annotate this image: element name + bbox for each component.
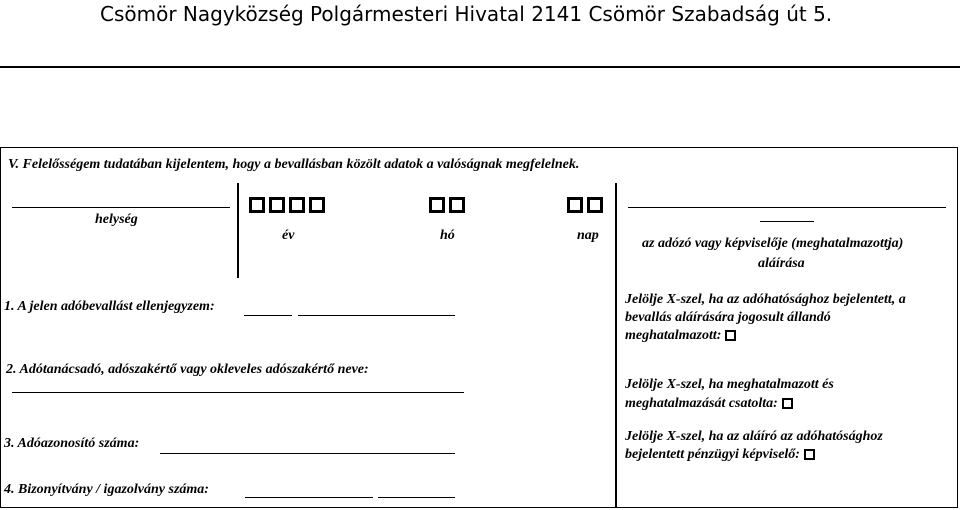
permanent-proxy-text-2: bevallás aláírására jogosult állandó: [625, 310, 831, 325]
month-boxes[interactable]: [429, 196, 469, 214]
date-left-separator: [237, 183, 239, 278]
year-digit-box[interactable]: [289, 197, 305, 213]
attached-proxy-text-1: Jelölje X-szel, ha meghatalmazott és: [625, 377, 834, 392]
tax-id-label: 3. Adóazonosító száma:: [4, 436, 140, 451]
advisor-name-field[interactable]: [12, 392, 464, 393]
place-label: helység: [95, 212, 138, 227]
countersign-label: 1. A jelen adóbevallást ellenjegyzem:: [4, 299, 215, 314]
day-digit-box[interactable]: [587, 197, 603, 213]
section-v-heading: V. Felelősségem tudatában kijelentem, hogy a bevallásban közölt adatok a valóságnak megfelelnek.: [8, 157, 580, 172]
year-label: év: [282, 228, 295, 243]
certificate-field-b[interactable]: [378, 497, 455, 498]
permanent-proxy-checkbox[interactable]: [725, 330, 736, 341]
advisor-name-label: 2. Adótanácsadó, adószakértő vagy okleveles adószakértő neve:: [6, 362, 369, 377]
countersign-field-b[interactable]: [298, 315, 455, 316]
month-digit-box[interactable]: [449, 197, 465, 213]
tax-id-field[interactable]: [160, 453, 455, 454]
year-digit-box[interactable]: [269, 197, 285, 213]
financial-rep-text-2: bejelentett pénzügyi képviselő:: [625, 447, 800, 462]
day-digit-box[interactable]: [567, 197, 583, 213]
permanent-proxy-text-3: meghatalmazott:: [625, 328, 722, 343]
financial-rep-checkbox[interactable]: [804, 449, 815, 460]
column-separator: [615, 183, 617, 508]
header-divider: [0, 66, 960, 68]
attached-proxy-checkbox[interactable]: [782, 398, 793, 409]
month-digit-box[interactable]: [429, 197, 445, 213]
month-label: hó: [440, 228, 455, 243]
day-label: nap: [577, 228, 599, 243]
signature-label: az adózó vagy képviselője (meghatalmazottja): [642, 236, 904, 251]
signature-label-2: aláírása: [758, 256, 805, 271]
office-header: Csömör Nagyközség Polgármesteri Hivatal 2141 Csömör Szabadság út 5.: [100, 2, 833, 26]
certificate-number-label: 4. Bizonyítvány / igazolvány száma:: [4, 482, 209, 497]
year-digit-box[interactable]: [309, 197, 325, 213]
day-boxes[interactable]: [567, 196, 607, 214]
countersign-field-a[interactable]: [244, 315, 292, 316]
attached-proxy-text-2: meghatalmazását csatolta:: [625, 396, 778, 411]
place-line[interactable]: [12, 207, 230, 208]
permanent-proxy-text-1: Jelölje X-szel, ha az adóhatósághoz bejelentett, a: [625, 292, 906, 307]
financial-rep-text-1: Jelölje X-szel, ha az aláíró az adóhatósághoz: [625, 429, 883, 444]
certificate-field-a[interactable]: [245, 497, 373, 498]
year-digit-box[interactable]: [249, 197, 265, 213]
signature-line-short: [760, 221, 814, 222]
signature-line[interactable]: [628, 207, 946, 208]
year-boxes[interactable]: [249, 196, 329, 214]
